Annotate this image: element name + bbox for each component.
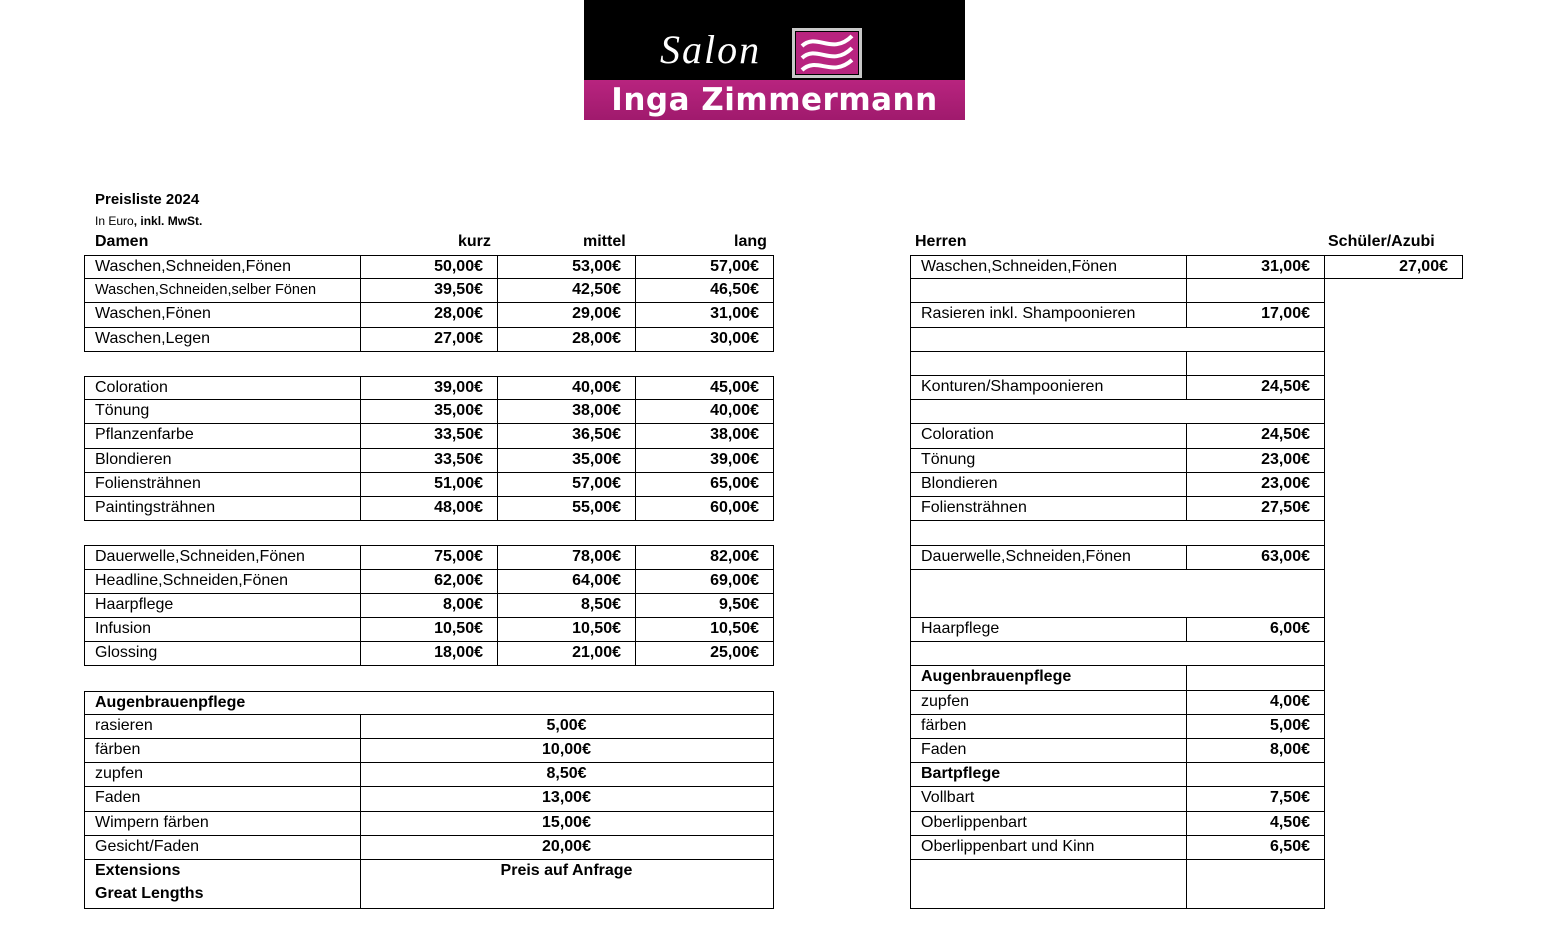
price (1186, 763, 1325, 787)
service-label: rasieren (84, 715, 361, 739)
price-kurz: 28,00€ (360, 303, 498, 327)
service-label: Infusion (84, 618, 361, 642)
price-lang: 65,00€ (635, 473, 774, 497)
price-kurz: 48,00€ (360, 497, 498, 521)
price-mittel: 36,50€ (497, 424, 636, 448)
service-label: Waschen,Fönen (84, 303, 361, 327)
price-mittel: 40,00€ (497, 376, 636, 400)
price-lang: 25,00€ (635, 642, 774, 666)
service-label: Paintingsträhnen (84, 497, 361, 521)
extensions-price: Preis auf Anfrage (360, 860, 774, 909)
logo-salon-text: Salon (660, 27, 762, 72)
service-label: Bartpflege (910, 763, 1187, 787)
price-mittel: 35,00€ (497, 449, 636, 473)
price-lang: 38,00€ (635, 424, 774, 448)
price: 5,00€ (360, 715, 774, 739)
price-lang: 46,50€ (635, 279, 774, 303)
service-label: Coloration (84, 376, 361, 400)
column-header-lang: lang (734, 233, 767, 250)
price-mittel: 78,00€ (497, 545, 636, 569)
price (1186, 279, 1325, 303)
gap-row (910, 521, 1325, 545)
service-label: Waschen,Schneiden,Fönen (910, 255, 1187, 279)
price-lang: 30,00€ (635, 328, 774, 352)
service-label: Faden (84, 787, 361, 811)
service-label (910, 279, 1187, 303)
price-lang: 69,00€ (635, 570, 774, 594)
subtitle-prefix: In Euro (95, 214, 134, 228)
augenbrauen-heading: Augenbrauenpflege (84, 691, 774, 715)
extensions-line-2: Great Lengths (95, 885, 204, 902)
salon-logo (584, 0, 965, 120)
subtitle-bold: , inkl. MwSt. (133, 214, 203, 228)
service-label: Waschen,Schneiden,selber Fönen (84, 279, 361, 303)
herren-heading: Herren (915, 233, 967, 250)
price: 13,00€ (360, 787, 774, 811)
service-label: Coloration (910, 424, 1187, 448)
service-label: Tönung (910, 449, 1187, 473)
service-label: Foliensträhnen (910, 497, 1187, 521)
price: 4,00€ (1186, 691, 1325, 715)
service-label: Dauerwelle,Schneiden,Fönen (910, 545, 1187, 569)
price: 10,00€ (360, 739, 774, 763)
azubi-heading: Schüler/Azubi (1328, 233, 1435, 250)
price-mittel: 28,00€ (497, 328, 636, 352)
price-lang: 82,00€ (635, 545, 774, 569)
service-label: Foliensträhnen (84, 473, 361, 497)
price-lang: 57,00€ (635, 255, 774, 279)
empty-row (910, 328, 1325, 352)
price: 17,00€ (1186, 303, 1325, 327)
price-kurz: 51,00€ (360, 473, 498, 497)
price-mittel: 53,00€ (497, 255, 636, 279)
price (1186, 352, 1325, 376)
price: 20,00€ (360, 836, 774, 860)
service-label (910, 352, 1187, 376)
price-kurz: 62,00€ (360, 570, 498, 594)
price-mittel: 10,50€ (497, 618, 636, 642)
service-label: Dauerwelle,Schneiden,Fönen (84, 545, 361, 569)
price: 15,00€ (360, 812, 774, 836)
price-mittel: 42,50€ (497, 279, 636, 303)
price: 31,00€ (1186, 255, 1325, 279)
price-lang: 60,00€ (635, 497, 774, 521)
damen-heading: Damen (95, 233, 149, 250)
price-kurz: 75,00€ (360, 545, 498, 569)
price-kurz: 10,50€ (360, 618, 498, 642)
service-label: Tönung (84, 400, 361, 424)
price-mittel: 38,00€ (497, 400, 636, 424)
service-label: Blondieren (84, 449, 361, 473)
service-label: Haarpflege (910, 618, 1187, 642)
price: 23,00€ (1186, 473, 1325, 497)
service-label: Headline,Schneiden,Fönen (84, 570, 361, 594)
price-mittel: 57,00€ (497, 473, 636, 497)
price: 4,50€ (1186, 812, 1325, 836)
service-label: Augenbrauenpflege (910, 666, 1187, 690)
price: 6,50€ (1186, 836, 1325, 860)
page-subtitle (95, 214, 202, 228)
service-label: zupfen (910, 691, 1187, 715)
price-mittel: 29,00€ (497, 303, 636, 327)
price-azubi: 27,00€ (1324, 255, 1463, 279)
service-label: Gesicht/Faden (84, 836, 361, 860)
service-label: Konturen/Shampoonieren (910, 376, 1187, 400)
price-mittel: 21,00€ (497, 642, 636, 666)
page-title: Preisliste 2024 (95, 191, 200, 208)
service-label: Pflanzenfarbe (84, 424, 361, 448)
empty-row (1186, 860, 1325, 909)
price: 23,00€ (1186, 449, 1325, 473)
service-label: Blondieren (910, 473, 1187, 497)
service-label: Oberlippenbart und Kinn (910, 836, 1187, 860)
service-label: zupfen (84, 763, 361, 787)
price-kurz: 18,00€ (360, 642, 498, 666)
price: 27,50€ (1186, 497, 1325, 521)
service-label: Wimpern färben (84, 812, 361, 836)
extensions-line-1: Extensions (95, 862, 181, 879)
logo-salon-name: Inga Zimmermann (611, 82, 938, 118)
service-label: färben (910, 715, 1187, 739)
empty-row (910, 570, 1325, 618)
price: 24,50€ (1186, 376, 1325, 400)
empty-row (910, 860, 1187, 909)
price-lang: 9,50€ (635, 594, 774, 618)
price: 8,50€ (360, 763, 774, 787)
price-lang: 31,00€ (635, 303, 774, 327)
price-kurz: 33,50€ (360, 449, 498, 473)
price-kurz: 27,00€ (360, 328, 498, 352)
service-label: Faden (910, 739, 1187, 763)
service-label: Oberlippenbart (910, 812, 1187, 836)
price-lang: 39,00€ (635, 449, 774, 473)
price: 24,50€ (1186, 424, 1325, 448)
column-header-kurz: kurz (458, 233, 491, 250)
service-label: Rasieren inkl. Shampoonieren (910, 303, 1187, 327)
price: 7,50€ (1186, 787, 1325, 811)
price: 63,00€ (1186, 545, 1325, 569)
price-lang: 45,00€ (635, 376, 774, 400)
price-mittel: 64,00€ (497, 570, 636, 594)
price-lang: 10,50€ (635, 618, 774, 642)
service-label: Haarpflege (84, 594, 361, 618)
logo-black-band (584, 0, 965, 80)
empty-row (910, 642, 1325, 666)
price-mittel: 8,50€ (497, 594, 636, 618)
price-lang: 40,00€ (635, 400, 774, 424)
service-label: Vollbart (910, 787, 1187, 811)
service-label: Glossing (84, 642, 361, 666)
service-label: färben (84, 739, 361, 763)
service-label: Waschen,Schneiden,Fönen (84, 255, 361, 279)
price-kurz: 35,00€ (360, 400, 498, 424)
price-kurz: 8,00€ (360, 594, 498, 618)
column-header-mittel: mittel (583, 233, 626, 250)
price-kurz: 50,00€ (360, 255, 498, 279)
price: 5,00€ (1186, 715, 1325, 739)
price-kurz: 39,00€ (360, 376, 498, 400)
empty-row (910, 400, 1325, 424)
logo-wave-icon (792, 28, 862, 78)
price-kurz: 39,50€ (360, 279, 498, 303)
price: 8,00€ (1186, 739, 1325, 763)
price (1186, 666, 1325, 690)
price: 6,00€ (1186, 618, 1325, 642)
service-label: Waschen,Legen (84, 328, 361, 352)
extensions-label (84, 860, 361, 909)
price-kurz: 33,50€ (360, 424, 498, 448)
price-mittel: 55,00€ (497, 497, 636, 521)
